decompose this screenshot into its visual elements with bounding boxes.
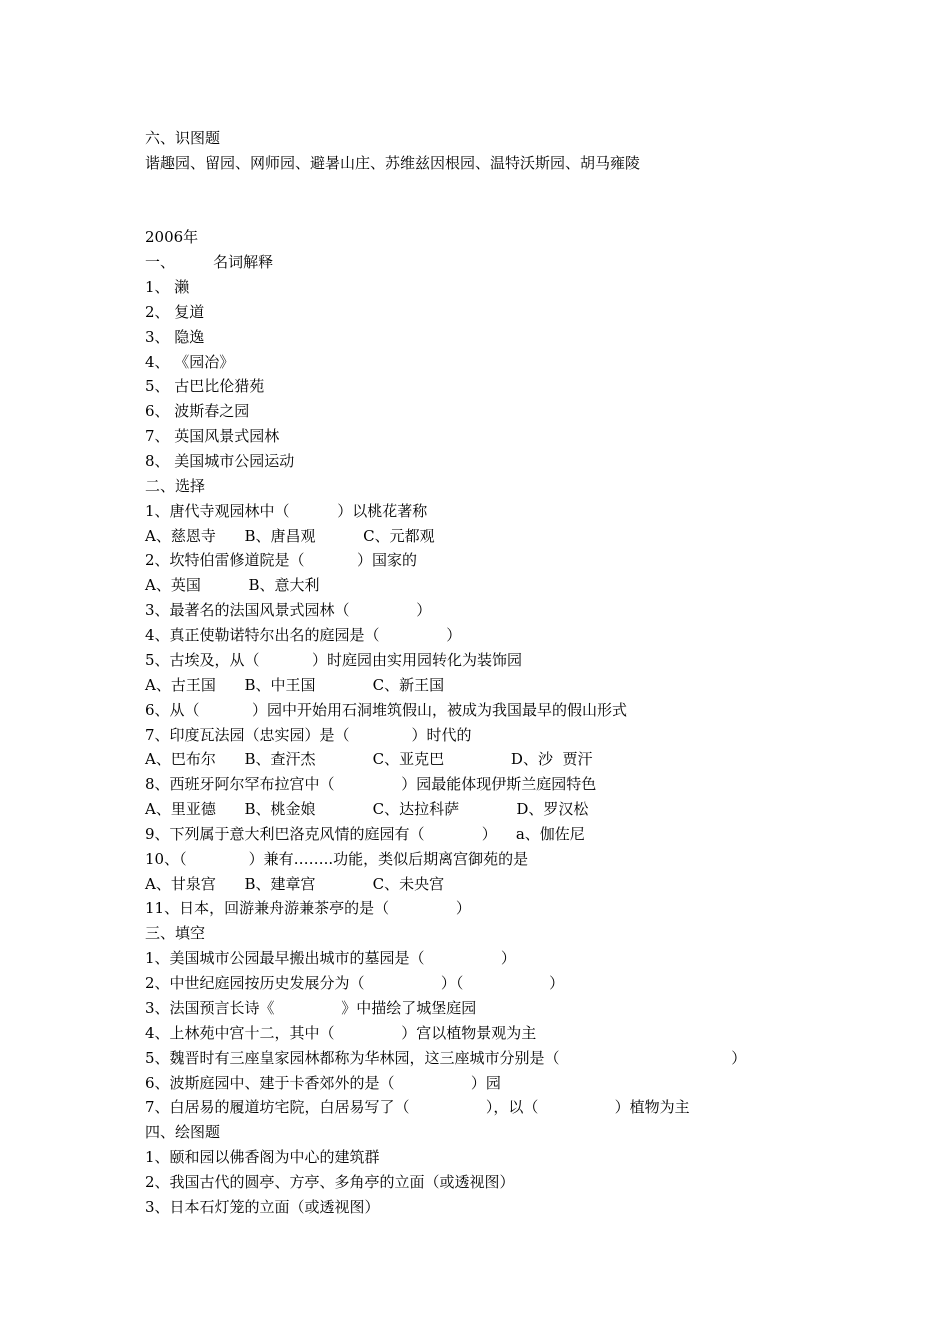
section1-heading: 一、 名词解释	[145, 253, 274, 271]
question-line: 1、唐代寺观园林中（ ）以桃花著称	[145, 502, 428, 520]
fill-line: 6、波斯庭园中、建于卡香郊外的是（ ）园	[145, 1074, 501, 1092]
options-line: A、甘泉宫 B、建章宫 C、未央宫	[145, 875, 445, 893]
question-line: 4、真正使勒诺特尔出名的庭园是（ ）	[145, 626, 462, 644]
options-line: A、英国 B、意大利	[145, 576, 320, 594]
fill-line: 3、法国预言长诗《 》中描绘了城堡庭园	[145, 999, 477, 1017]
list-item: 7、 英国风景式园林	[145, 427, 280, 445]
options-line: A、慈恩寺 B、唐昌观 C、元都观	[145, 527, 435, 545]
drawing-line: 3、日本石灯笼的立面（或透视图）	[145, 1198, 380, 1216]
list-item: 5、 古巴比伦猎苑	[145, 377, 265, 395]
list-item: 2、 复道	[145, 303, 205, 321]
question-line: 2、坎特伯雷修道院是（ ）国家的	[145, 551, 417, 569]
drawing-line: 1、颐和园以佛香阁为中心的建筑群	[145, 1148, 380, 1166]
fill-line: 5、魏晋时有三座皇家园林都称为华林园，这三座城市分别是（ ）	[145, 1049, 747, 1067]
question-line: 10、（ ）兼有……..功能，类似后期离宫御苑的是	[145, 850, 529, 868]
year-heading: 2006年	[145, 228, 199, 246]
question-line: 9、下列属于意大利巴洛克风情的庭园有（ ） a、伽佐尼	[145, 825, 585, 843]
options-line: A、里亚德 B、桃金娘 C、达拉科萨 D、罗汉松	[145, 800, 589, 818]
section6-items: 谐趣园、留园、网师园、避暑山庄、苏维兹因根园、温特沃斯园、胡马雍陵	[145, 154, 641, 172]
section3-heading: 三、填空	[145, 924, 206, 942]
question-line: 5、古埃及，从（ ）时庭园由实用园转化为装饰园	[145, 651, 522, 669]
options-line: A、古王国 B、中王国 C、新王国	[145, 676, 445, 694]
list-item: 6、 波斯春之园	[145, 402, 250, 420]
fill-line: 2、中世纪庭园按历史发展分为（ ）（ ）	[145, 974, 565, 992]
question-line: 11、日本，回游兼舟游兼茶亭的是（ ）	[145, 899, 471, 917]
question-line: 7、印度瓦法园（忠实园）是（ ）时代的	[145, 726, 472, 744]
drawing-line: 2、我国古代的圆亭、方亭、多角亭的立面（或透视图）	[145, 1173, 515, 1191]
fill-line: 1、美国城市公园最早搬出城市的墓园是（ ）	[145, 949, 516, 967]
list-item: 8、 美国城市公园运动	[145, 452, 295, 470]
fill-line: 4、上林苑中宫十二，其中（ ）宫以植物景观为主	[145, 1024, 537, 1042]
list-item: 1、 濑	[145, 278, 190, 296]
question-line: 3、最著名的法国风景式园林（ ）	[145, 601, 432, 619]
list-item: 3、 隐逸	[145, 328, 205, 346]
list-item: 4、 《园冶》	[145, 353, 235, 371]
options-line: A、巴布尔 B、查汗杰 C、亚克巴 D、沙 贾汗	[145, 750, 593, 768]
section6-heading: 六、识图题	[145, 129, 221, 147]
fill-line: 7、白居易的履道坊宅院，白居易写了（ ），以（ ）植物为主	[145, 1098, 690, 1116]
section4-heading: 四、绘图题	[145, 1123, 221, 1141]
section2-heading: 二、选择	[145, 477, 206, 495]
question-line: 6、从（ ）园中开始用石洞堆筑假山，被成为我国最早的假山形式	[145, 701, 627, 719]
question-line: 8、西班牙阿尔罕布拉宫中（ ）园最能体现伊斯兰庭园特色	[145, 775, 597, 793]
